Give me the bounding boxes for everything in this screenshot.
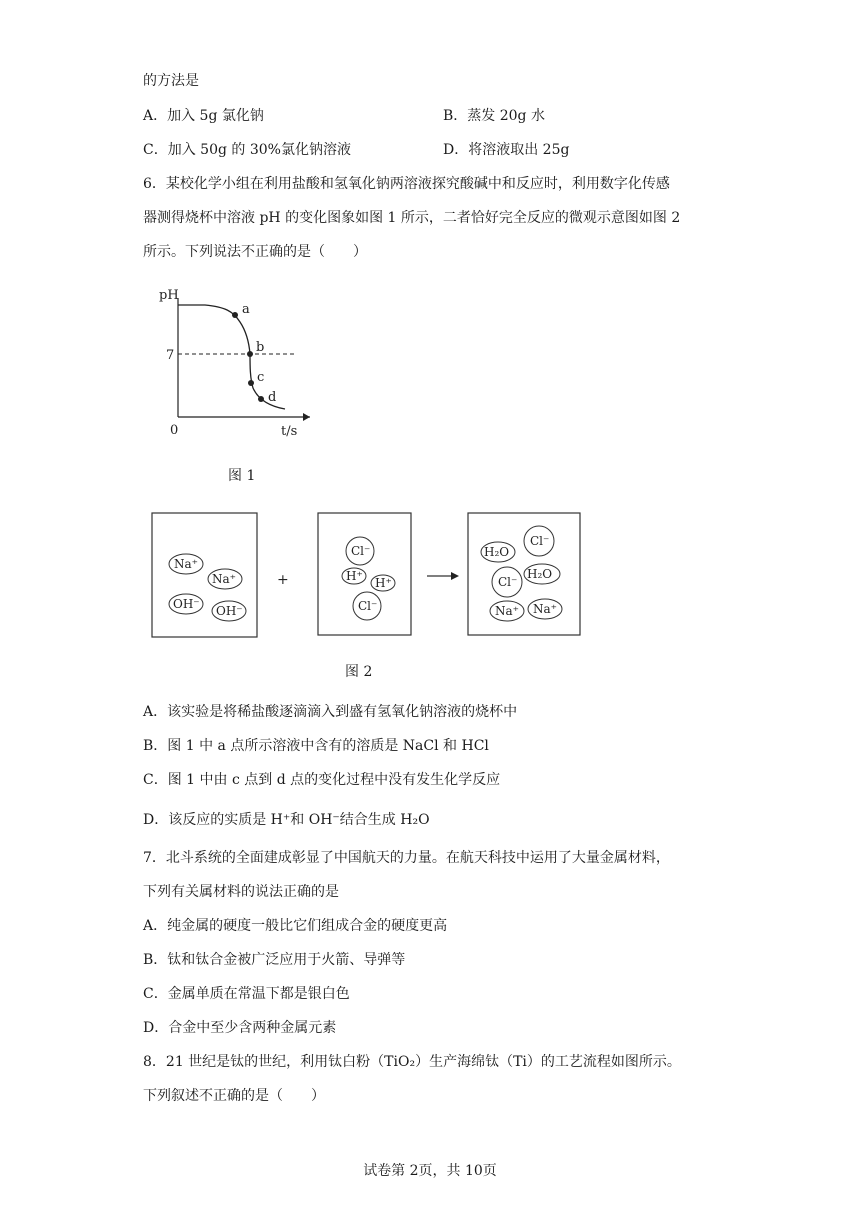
molecule-label-h2o-2: H₂O	[527, 567, 553, 581]
point-a-label: a	[242, 302, 250, 317]
figure-1-caption: 图 1	[228, 468, 256, 484]
q6-stem-line1: 6．某校化学小组在利用盐酸和氢氧化钠两溶液探究酸碱中和反应时，利用数字化传感	[143, 176, 670, 192]
ion-label-oh-2: OH⁻	[216, 604, 243, 618]
figure-2-caption: 图 2	[345, 664, 373, 680]
box-hcl	[318, 513, 411, 635]
q7-option-b: B．钛和钛合金被广泛应用于火箭、导弹等	[143, 952, 406, 968]
point-d-label: d	[268, 390, 277, 405]
q7-stem-line1: 7．北斗系统的全面建成彰显了中国航天的力量。在航天科技中运用了大量金属材料，	[143, 850, 670, 866]
ion-label-cl-3: Cl⁻	[530, 534, 550, 548]
q7-stem-line2: 下列有关属材料的说法正确的是	[143, 884, 339, 900]
q8-stem-line2: 下列叙述不正确的是（ ）	[143, 1088, 325, 1104]
q6-stem-line3: 所示。下列说法不正确的是（ ）	[143, 244, 367, 260]
ion-label-na-1: Na⁺	[174, 557, 198, 571]
q5-option-a: A．加入 5g 氯化钠	[143, 108, 264, 124]
q5-continuation: 的方法是	[143, 73, 199, 89]
q6-option-d: D．该反应的实质是 H⁺和 OH⁻结合生成 H₂O	[143, 812, 430, 828]
point-c-label: c	[257, 370, 265, 385]
q5-option-d: D．将溶液取出 25g	[443, 142, 570, 158]
plus-sign: +	[277, 572, 289, 588]
reaction-arrow-head	[451, 572, 459, 580]
q7-option-a: A．纯金属的硬度一般比它们组成合金的硬度更高	[143, 918, 448, 934]
q8-stem-line1: 8．21 世纪是钛的世纪，利用钛白粉（TiO₂）生产海绵钛（Ti）的工艺流程如图所示。	[143, 1054, 681, 1070]
molecule-label-h2o-1: H₂O	[484, 545, 510, 559]
ion-label-na-2: Na⁺	[212, 572, 236, 586]
point-b-label: b	[256, 340, 265, 355]
ion-label-h-1: H⁺	[346, 569, 363, 583]
ion-label-cl-2: Cl⁻	[358, 599, 378, 613]
ion-label-h-2: H⁺	[375, 576, 392, 590]
ion-label-cl-4: Cl⁻	[498, 575, 518, 589]
q5-option-b: B．蒸发 20g 水	[443, 108, 545, 124]
y-axis-label: pH	[159, 288, 179, 303]
ion-label-cl-1: Cl⁻	[351, 544, 371, 558]
q6-stem-line2: 器测得烧杯中溶液 pH 的变化图象如图 1 所示，二者恰好完全反应的微观示意图如图 2	[143, 210, 681, 226]
q5-option-c: C．加入 50g 的 30%氯化钠溶液	[143, 142, 351, 158]
ion-label-na-3: Na⁺	[495, 604, 519, 618]
q7-option-d: D．合金中至少含两种金属元素	[143, 1020, 337, 1036]
x-axis-label: t/s	[281, 424, 298, 439]
origin-label: 0	[170, 423, 179, 438]
q6-option-a: A．该实验是将稀盐酸逐滴滴入到盛有氢氧化钠溶液的烧杯中	[143, 704, 518, 720]
q6-option-b: B．图 1 中 a 点所示溶液中含有的溶质是 NaCl 和 HCl	[143, 738, 489, 754]
q6-option-c: C．图 1 中由 c 点到 d 点的变化过程中没有发生化学反应	[143, 772, 501, 788]
q7-option-c: C．金属单质在常温下都是银白色	[143, 986, 350, 1002]
ion-label-oh-1: OH⁻	[173, 597, 200, 611]
ion-label-na-4: Na⁺	[533, 602, 557, 616]
page-footer: 试卷第 2页，共 10页	[363, 1163, 497, 1179]
ph7-label: 7	[166, 348, 175, 363]
